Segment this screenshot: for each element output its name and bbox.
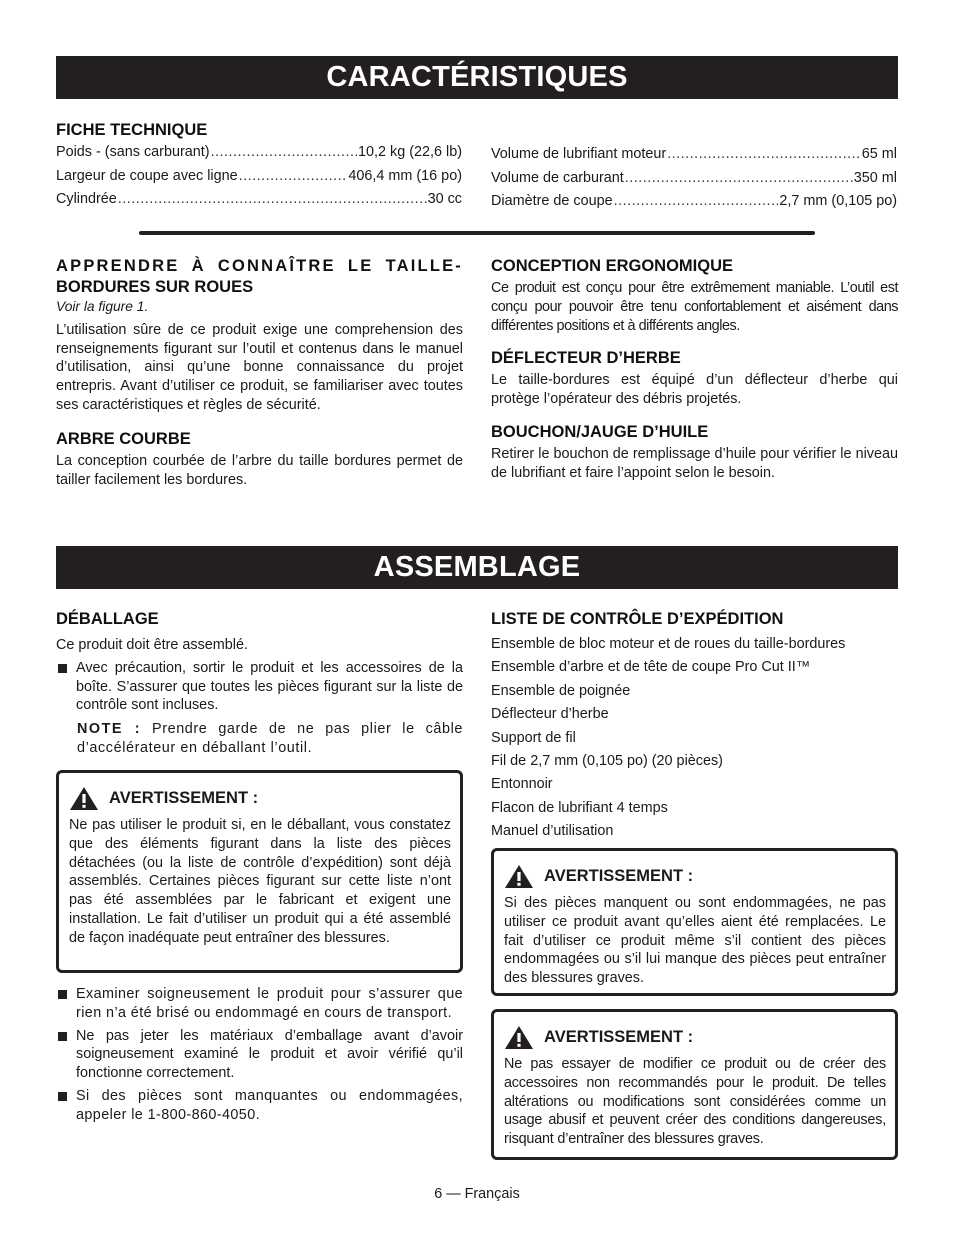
page-footer: 6 — Français: [434, 1186, 520, 1202]
bouchon-text: Retirer le bouchon de remplissage d’huile pour vérifier le niveau de lubrifiant et faire l’appoint selon le besoin.: [491, 445, 898, 481]
deballage-note: [56, 720, 463, 758]
spec-label: Poids - (sans carburant): [56, 144, 210, 160]
spec-leader-dots: [239, 165, 348, 189]
fiche-technique-left: [56, 120, 462, 212]
warning-text: Ne pas utiliser le produit si, en le déballant, vous constatez que des éléments figurant dans la liste des pièces détachées (ou la liste de contrôle d’expédition) sont déjà assemblés. Certaines pièces figurant sur cette liste n’ont pas été assemblées par le fabricant et exigent une installation. Le fait d’utiliser un produit qui a été assemblé de façon inadéquate peut entraîner des blessures.: [69, 817, 451, 946]
deballage-bullet-3: Ne pas jeter les matériaux d’emballage avant d’avoir soigneusement examiné le produit et avoir vérifié qu’il fonctionne correctement.: [56, 1027, 463, 1083]
spec-row: [491, 167, 897, 191]
apprendre-heading-1: APPRENDRE À CONNAÎTRE LE TAILLE-: [56, 257, 463, 275]
warning-header: [69, 786, 451, 811]
section-divider: [139, 231, 815, 235]
fiche-technique-heading: FICHE TECHNIQUE: [56, 121, 208, 139]
deflecteur-text: Le taille-bordures est équipé d’un déflecteur d’herbe qui protège l’opérateur des débris projetés.: [491, 372, 898, 408]
warning-box-modifications: [491, 1009, 898, 1160]
checklist-item: Déflecteur d’herbe: [491, 706, 609, 723]
warning-header: [504, 864, 886, 889]
spec-value: 350 ml: [853, 169, 897, 186]
checklist-item: Manuel d’utilisation: [491, 823, 614, 840]
checklist-heading: LISTE DE CONTRÔLE D’EXPÉDITION: [491, 610, 784, 628]
spec-value: 30 cc: [427, 191, 462, 207]
deballage-section: [56, 609, 463, 758]
checklist-item: Fil de 2,7 mm (0,105 po) (20 pièces): [491, 752, 723, 769]
features-right: [491, 256, 898, 483]
checklist-items: [491, 633, 898, 844]
deballage-bullet-2: Examiner soigneusement le produit pour s’assurer que rien n’a été brisé ou endommagé en cours de transport.: [56, 985, 463, 1023]
spec-label: Volume de carburant: [491, 169, 624, 186]
spec-value: 65 ml: [861, 146, 897, 162]
figure-reference: Voir la figure 1.: [56, 299, 149, 314]
apprendre-heading-2: BORDURES SUR ROUES: [56, 278, 254, 296]
spec-row: [56, 141, 462, 165]
spec-row: [56, 188, 462, 212]
spec-leader-dots: [118, 188, 427, 212]
assemblage-banner: ASSEMBLAGE: [56, 546, 898, 589]
spec-row: [491, 190, 897, 214]
note-label: NOTE :: [77, 721, 142, 738]
warning-triangle-icon: [504, 864, 534, 889]
checklist-item: Ensemble d’arbre et de tête de coupe Pro Cut II™: [491, 659, 811, 676]
deballage-bullet-1: Avec précaution, sortir le produit et les accessoires de la boîte. S’assurer que toutes les pièces figurant sur la liste de contrôle sont incluses.: [56, 659, 463, 715]
warning-text: Ne pas essayer de modifier ce produit ou de créer des accessoires non recommandés pour le produit. De telles altérations ou modifications sont considérées comme un usage abusif et peuvent créer des conditions dangereuses, risquant d’entraîner des blessures graves.: [504, 1056, 886, 1148]
spec-label: Diamètre de coupe: [491, 193, 613, 209]
checklist-item: Support de fil: [491, 729, 576, 746]
checklist-item: Entonnoir: [491, 776, 553, 793]
deballage-intro: Ce produit doit être assemblé.: [56, 637, 248, 653]
warning-triangle-icon: [504, 1025, 534, 1050]
arbre-courbe-text: La conception courbée de l’arbre du taille bordures permet de tailler facilement les bordures.: [56, 452, 463, 488]
deballage-bullets-after: [56, 985, 463, 1125]
caracteristiques-banner: CARACTÉRISTIQUES: [56, 56, 898, 99]
warning-title: AVERTISSEMENT :: [544, 867, 694, 885]
warning-box-missing-parts: [491, 848, 898, 996]
checklist-item: Ensemble de bloc moteur et de roues du taille-bordures: [491, 636, 846, 652]
conception-text: Ce produit est conçu pour être extrêmement maniable. L’outil est conçu pour pouvoir être tenu confortablement et aisément dans différentes positions et à différents angles.: [491, 280, 898, 334]
spec-value: 406,4 mm (16 po): [348, 167, 462, 184]
conception-heading: CONCEPTION ERGONOMIQUE: [491, 257, 734, 275]
deballage-bullet-4: Si des pièces sont manquantes ou endommagées, appeler le 1-800-860-4050.: [56, 1087, 463, 1125]
spec-leader-dots: [667, 143, 861, 167]
spec-list-right: [491, 143, 897, 214]
spec-leader-dots: [211, 141, 357, 165]
spec-leader-dots: [614, 190, 779, 214]
checklist-item: Flacon de lubrifiant 4 temps: [491, 799, 668, 816]
spec-row: [56, 165, 462, 189]
warning-triangle-icon: [69, 786, 99, 811]
spec-label: Volume de lubrifiant moteur: [491, 146, 667, 162]
deflecteur-heading: DÉFLECTEUR D’HERBE: [491, 349, 681, 368]
warning-text: Si des pièces manquent ou sont endommagées, ne pas utiliser ce produit avant qu’elles aient été remplacées. Le fait d’utiliser ce produit même s’il contient des pièces endommagées ou s’il lui manque des pièces peut entraîner des blessures graves.: [504, 895, 886, 987]
warning-header: [504, 1025, 886, 1050]
checklist-item: Ensemble de poignée: [491, 682, 631, 699]
spec-value: 2,7 mm (0,105 po): [779, 193, 897, 209]
spec-value: 10,2 kg (22,6 lb): [358, 144, 462, 160]
spec-row: [491, 143, 897, 167]
fiche-technique-right: [491, 143, 897, 214]
spec-label: Largeur de coupe avec ligne: [56, 167, 238, 184]
features-left: [56, 256, 463, 489]
arbre-courbe-heading: ARBRE COURBE: [56, 429, 191, 448]
checklist-section: [491, 609, 898, 844]
apprendre-text: L’utilisation sûre de ce produit exige une comprehension des renseignements figurant sur l’outil et contenus dans le manuel d’utilisation, ainsi qu’une bonne connaissance du projet entrepris. Avant d’utiliser ce produit, se familiariser avec toutes ses caractéristiques et règles de sécurité.: [56, 321, 463, 413]
warning-box-deballage: [56, 770, 463, 973]
bouchon-heading: BOUCHON/JAUGE D’HUILE: [491, 422, 709, 441]
spec-label: Cylindrée: [56, 191, 117, 207]
note-text: Prendre garde de ne pas plier le câble d’accélérateur en déballant l’outil.: [77, 721, 464, 756]
spec-leader-dots: [625, 167, 853, 191]
spec-list-left: [56, 141, 462, 212]
deballage-heading: DÉBALLAGE: [56, 610, 159, 628]
warning-title: AVERTISSEMENT :: [109, 789, 259, 807]
warning-title: AVERTISSEMENT :: [544, 1028, 694, 1046]
